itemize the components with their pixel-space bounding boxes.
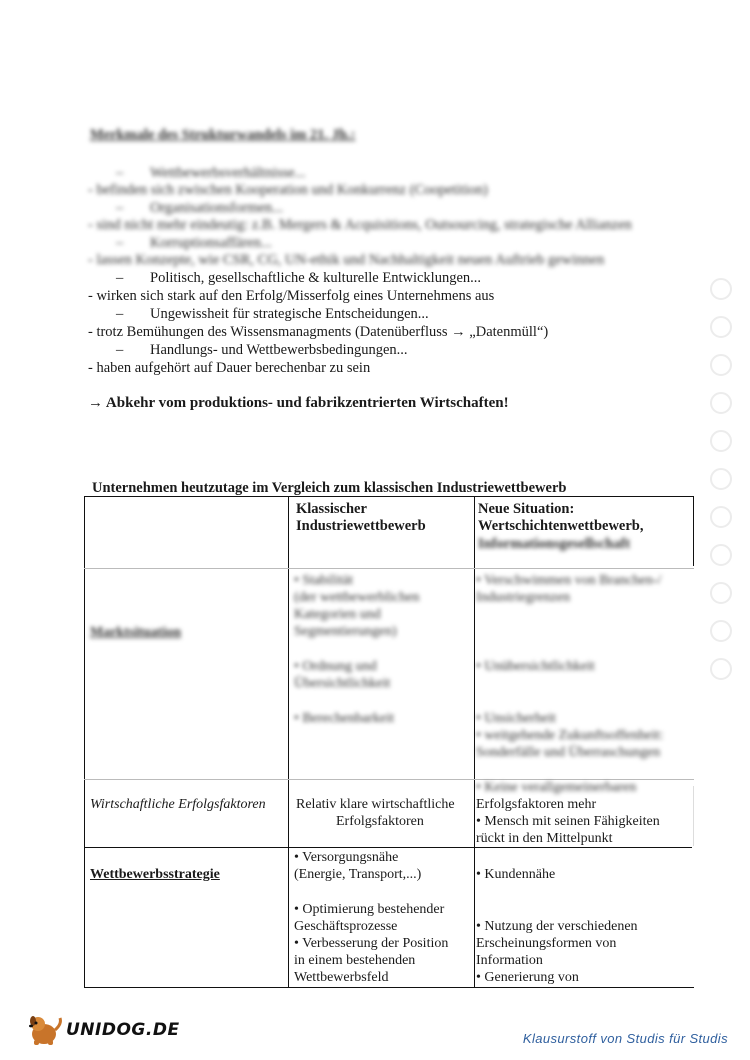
intro-line <box>116 305 429 323</box>
intro-line-text: Ungewissheit für strategische Entscheidungen... <box>150 306 429 322</box>
dash-marker: – <box>116 270 124 286</box>
conclusion-statement: → Abkehr vom produktions- und fabrikzentrierten Wirtschaften! <box>88 395 509 411</box>
cell-line: • Verbesserung der Position <box>294 936 449 951</box>
erfolg-new-line2: • Mensch mit seinen Fähigkeiten <box>476 814 660 829</box>
intro-line-text: - befinden sich zwischen Kooperation und Konkurrenz (Coopetition) <box>88 182 488 198</box>
intro-line <box>88 181 488 199</box>
intro-line <box>116 341 408 359</box>
dash-marker: – <box>116 342 124 358</box>
cell-line: in einem bestehenden <box>294 953 416 968</box>
row-label-erfolgsfaktoren: Wirtschaftliche Erfolgsfaktoren <box>90 797 266 812</box>
footer-tagline: Klausurstoff von Studis für Studis <box>522 1031 728 1046</box>
cell-line: Erscheinungsformen von <box>476 936 617 951</box>
dash-marker: – <box>116 165 124 181</box>
cell-line: • weitgehende Zukunftsoffenheit: <box>476 728 664 743</box>
erfolg-new-line1: Erfolgsfaktoren mehr <box>476 797 597 812</box>
cell-line: Sonderfälle und Überraschungen <box>476 745 661 760</box>
cell-line: • Nutzung der verschiedenen <box>476 919 638 934</box>
cell-line: • Ordnung und <box>294 659 377 674</box>
cell-line: Kategorien und <box>294 607 381 622</box>
intro-line-text: Korruptionsaffären... <box>150 235 272 251</box>
dash-marker: – <box>116 200 124 216</box>
intro-line <box>116 234 272 252</box>
cell-line: (Energie, Transport,...) <box>294 867 422 882</box>
row-label-marktsituation: Marktsituation <box>90 625 181 640</box>
intro-line <box>116 199 283 217</box>
cell-line: • Verschwimmen von Branchen-/ <box>476 573 662 588</box>
intro-line-text: Politisch, gesellschaftliche & kulturelle Entwicklungen... <box>150 270 482 286</box>
dog-mascot-icon <box>24 1014 64 1046</box>
cell-line: Geschäftsprozesse <box>294 919 398 934</box>
cell-line: Segmentierungen) <box>294 624 397 639</box>
row-label-strategie: Wettbewerbsstrategie <box>90 867 220 882</box>
table-title: Unternehmen heutzutage im Vergleich zum klassischen Industriewettbewerb <box>92 480 567 496</box>
intro-line-text: - sind nicht mehr eindeutig: z.B. Mergers & Acquisitions, Outsourcing, strategische Allianzen <box>88 217 632 233</box>
erfolg-new-line3: rückt in den Mittelpunkt <box>476 831 613 846</box>
cell-line: • Stabilität <box>294 573 353 588</box>
cell-line: • Generierung von <box>476 970 579 985</box>
cell-line: Information <box>476 953 543 968</box>
cell-line: Industriegrenzen <box>476 590 571 605</box>
cell-line: • Kundennähe <box>476 867 556 882</box>
intro-line <box>88 323 548 341</box>
header-new-line2: Wertschichtenwettbewerb, <box>478 518 644 534</box>
erfolg-new-blurred: • Keine verallgemeinerbaren <box>476 780 637 795</box>
header-classic-line2: Industriewettbewerb <box>296 518 426 534</box>
intro-line <box>116 164 305 182</box>
header-classic-line1: Klassischer <box>296 501 367 517</box>
intro-line-text: - haben aufgehört auf Dauer berechenbar zu sein <box>88 360 371 376</box>
section-heading: Merkmale des Strukturwandels im 21. Jh.: <box>90 127 356 143</box>
intro-line <box>88 359 370 377</box>
header-new-line1: Neue Situation: <box>478 501 575 517</box>
erfolg-classic-line2: Erfolgsfaktoren <box>336 814 424 829</box>
erfolg-classic-line1: Relativ klare wirtschaftliche <box>296 797 455 812</box>
intro-line-text: - wirken sich stark auf den Erfolg/Misserfolg eines Unternehmens aus <box>88 288 495 304</box>
cell-line: (der wettbewerblichen <box>294 590 420 605</box>
cell-line: • Berechenbarkeit <box>294 711 395 726</box>
intro-line-text: Organisationsformen... <box>150 200 284 216</box>
logo-text: UNIDOG.DE <box>66 1020 180 1040</box>
cell-line: Übersichtlichkeit <box>294 676 391 691</box>
header-new-line3: Informationsgesellschaft <box>478 536 631 552</box>
cell-line: Wettbewerbsfeld <box>294 970 389 985</box>
intro-line-text: Handlungs- und Wettbewerbsbedingungen... <box>150 342 408 358</box>
intro-line <box>116 269 481 287</box>
dash-marker: – <box>116 235 124 251</box>
cell-line: • Optimierung bestehender <box>294 902 445 917</box>
watermark-decoration <box>706 270 736 740</box>
cell-line: • Unübersichtlichkeit <box>476 659 595 674</box>
footer-logo[interactable] <box>24 1014 180 1046</box>
comparison-table <box>84 496 694 988</box>
intro-line-text: - trotz Bemühungen des Wissensmanagments (Datenüberfluss → „Datenmüll“) <box>88 324 549 340</box>
cell-line: • Versorgungsnähe <box>294 850 399 865</box>
cell-line: • Unsicherheit <box>476 711 556 726</box>
intro-line <box>88 287 494 305</box>
intro-line <box>88 216 632 234</box>
intro-line-text: - lassen Konzepte, wie CSR, CG, UN-ethik und Nachhaltigkeit neuen Auftrieb gewinnen <box>88 252 605 268</box>
intro-line <box>88 251 604 269</box>
dash-marker: – <box>116 306 124 322</box>
intro-line-text: Wettbewerbsverhältnisse... <box>150 165 306 181</box>
